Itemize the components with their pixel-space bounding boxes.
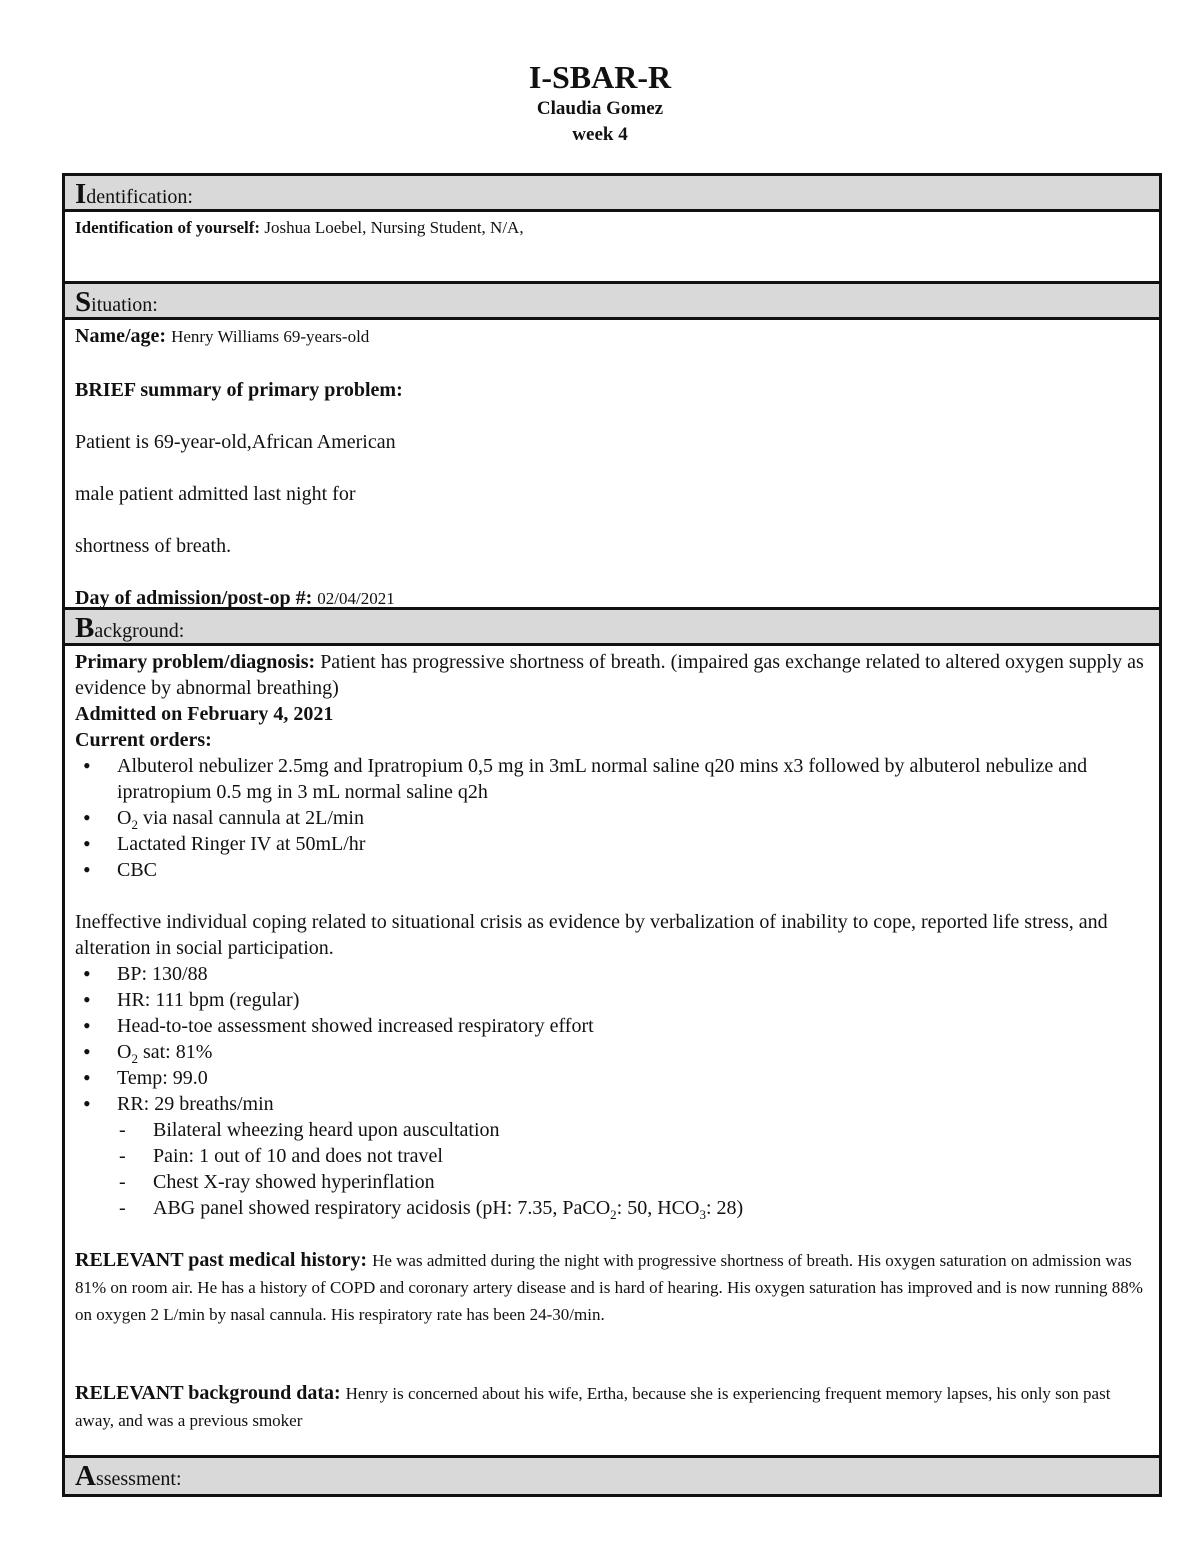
- primary-value: Patient has progressive shortness of breath. (impaired gas exchange related to altered oxygen supply as evidence by abnormal breathing): [75, 651, 1144, 699]
- list-item: • $O_2$ via nasal cannula at 2L/min: [75, 805, 1149, 831]
- day-label: Day of admission/post-op #:: [75, 587, 313, 609]
- bgdata-label: RELEVANT background data:: [75, 1382, 341, 1404]
- admitted-date: Admitted on February 4, 2021: [75, 703, 334, 725]
- identification-heading: Identification:: [65, 176, 1159, 212]
- list-item: • Temp: 99.0: [75, 1065, 1149, 1091]
- list-item: • Albuterol nebulizer 2.5mg and Ipratropium 0,5 mg in 3mL normal saline q20 mins x3 followed by albuterol nebulize and ipratropium 0.5 mg in 3 mL normal saline q2h: [75, 753, 1149, 805]
- situation-heading: Situation:: [65, 284, 1159, 320]
- list-item: - ABG panel showed respiratory acidosis (pH: 7.35, PaCO$_2$: 50, $HCO_3$: 28): [75, 1195, 1149, 1221]
- day-value: 02/04/2021: [317, 589, 395, 608]
- list-item: • Head-to-toe assessment showed increased respiratory effort: [75, 1013, 1149, 1039]
- list-item: - Chest X-ray showed hyperinflation: [75, 1169, 1149, 1195]
- orders-list: [75, 753, 1149, 883]
- name-age-value: Henry Williams 69-years-old: [171, 327, 370, 346]
- list-item: • $O_2$ sat: 81%: [75, 1039, 1149, 1065]
- background-heading: Background:: [65, 610, 1159, 646]
- list-item: • CBC: [75, 857, 1149, 883]
- list-item: - Bilateral wheezing heard upon auscultation: [75, 1117, 1149, 1143]
- isbar-form: [62, 173, 1162, 1497]
- list-item: • HR: 111 bpm (regular): [75, 987, 1149, 1013]
- history-label: RELEVANT past medical history:: [75, 1249, 368, 1271]
- list-item: • RR: 29 breaths/min: [75, 1091, 1149, 1117]
- details-list: [75, 1117, 1149, 1221]
- orders-label: Current orders:: [75, 729, 212, 751]
- identification-value: Joshua Loebel, Nursing Student, N/A,: [264, 218, 524, 237]
- background-body: [65, 646, 1159, 1458]
- document-title: I-SBAR-R: [528, 59, 672, 95]
- identification-label: Identification of yourself:: [75, 218, 261, 237]
- identification-body: [65, 212, 1159, 284]
- list-item: • Lactated Ringer IV at 50mL/hr: [75, 831, 1149, 857]
- coping-text: Ineffective individual coping related to situational crisis as evidence by verbalization of inability to cope, reported life stress, and alteration in social participation.: [75, 911, 1108, 959]
- assessment-heading: Assessment:: [65, 1458, 1159, 1494]
- situation-body: [65, 320, 1159, 610]
- week-label: week 4: [572, 124, 628, 145]
- bgdata-value: Henry is concerned about his wife, Ertha, because she is experiencing frequent memory lapses, his only son past away, and was a previous smoker: [75, 1384, 1111, 1430]
- summary-label: BRIEF summary of primary problem:: [75, 379, 403, 401]
- summary-line: shortness of breath.: [75, 535, 232, 557]
- list-item: - Pain: 1 out of 10 and does not travel: [75, 1143, 1149, 1169]
- summary-line: male patient admitted last night for: [75, 483, 356, 505]
- document-header: [0, 58, 1200, 148]
- author-name: Claudia Gomez: [536, 98, 664, 119]
- vitals-list: [75, 961, 1149, 1117]
- primary-label: Primary problem/diagnosis:: [75, 651, 316, 673]
- name-age-label: Name/age:: [75, 325, 167, 347]
- summary-line: Patient is 69-year-old,African American: [75, 431, 396, 453]
- history-value: He was admitted during the night with progressive shortness of breath. His oxygen saturation on admission was 81% on room air. He has a history of COPD and coronary artery disease and is hard of hearing. His oxygen saturation has improved and is now running 88% on oxygen 2 L/min by nasal cannula. His respiratory rate has been 24-30/min.: [75, 1251, 1143, 1324]
- list-item: • BP: 130/88: [75, 961, 1149, 987]
